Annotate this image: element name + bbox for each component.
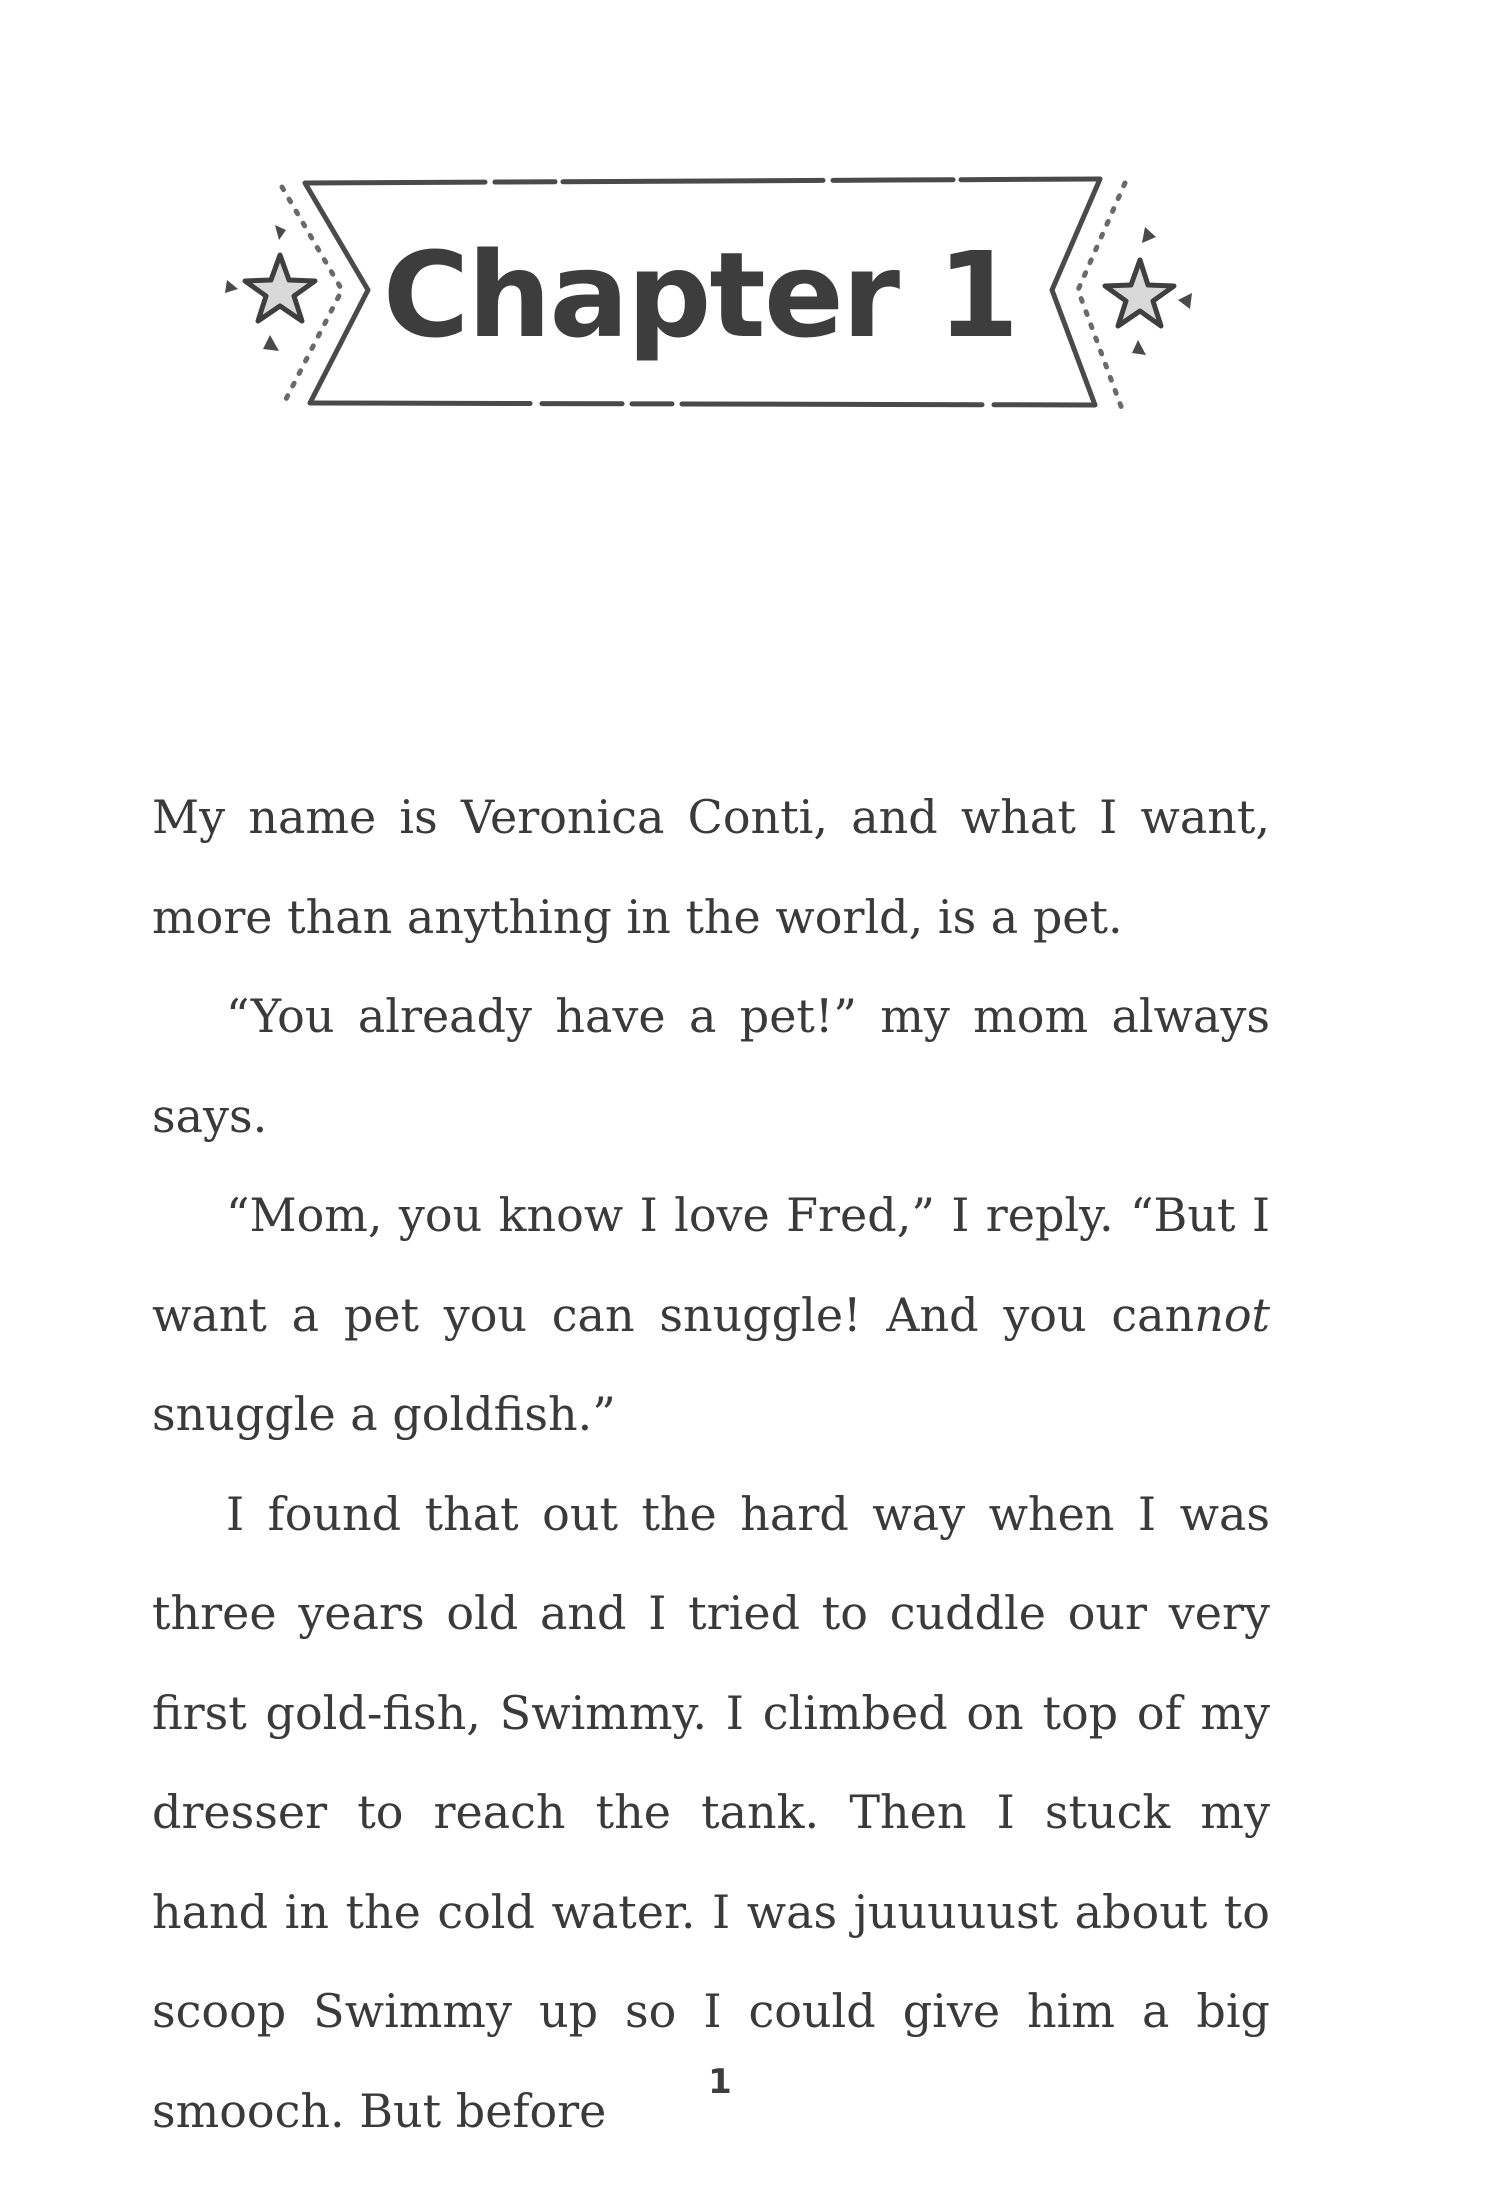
paragraph-3-emphasis: not xyxy=(1194,1287,1270,1342)
paragraph-2: “You already have a pet!” my mom always says. xyxy=(152,989,1270,1143)
page-number: 1 xyxy=(708,2062,732,2102)
chapter-title: Chapter 1 xyxy=(382,226,1018,364)
paragraph-1: My name is Veronica Conti, and what I want, more than anything in the world, is a pet. xyxy=(152,790,1270,944)
paragraph-3 xyxy=(152,1166,1270,1465)
paragraph-3-text-after: snuggle a goldfish.” xyxy=(152,1387,616,1441)
paragraph-4: I found that out the hard way when I was three years old and I tried to cuddle our very first gold-fish, Swimmy. I climbed on top of my dresser to reach the tank. Then I stuck my hand in the cold water. I was juuuuust about to scoop Swimmy up so I could give him a big smooch. But before xyxy=(152,1486,1270,2138)
paragraph-3-text-before: “Mom, you know I love Fred,” I reply. “But I want a pet you can snuggle! And you can xyxy=(152,1188,1270,1342)
chapter-banner xyxy=(200,155,1200,445)
chapter-body-text xyxy=(152,768,1270,2161)
